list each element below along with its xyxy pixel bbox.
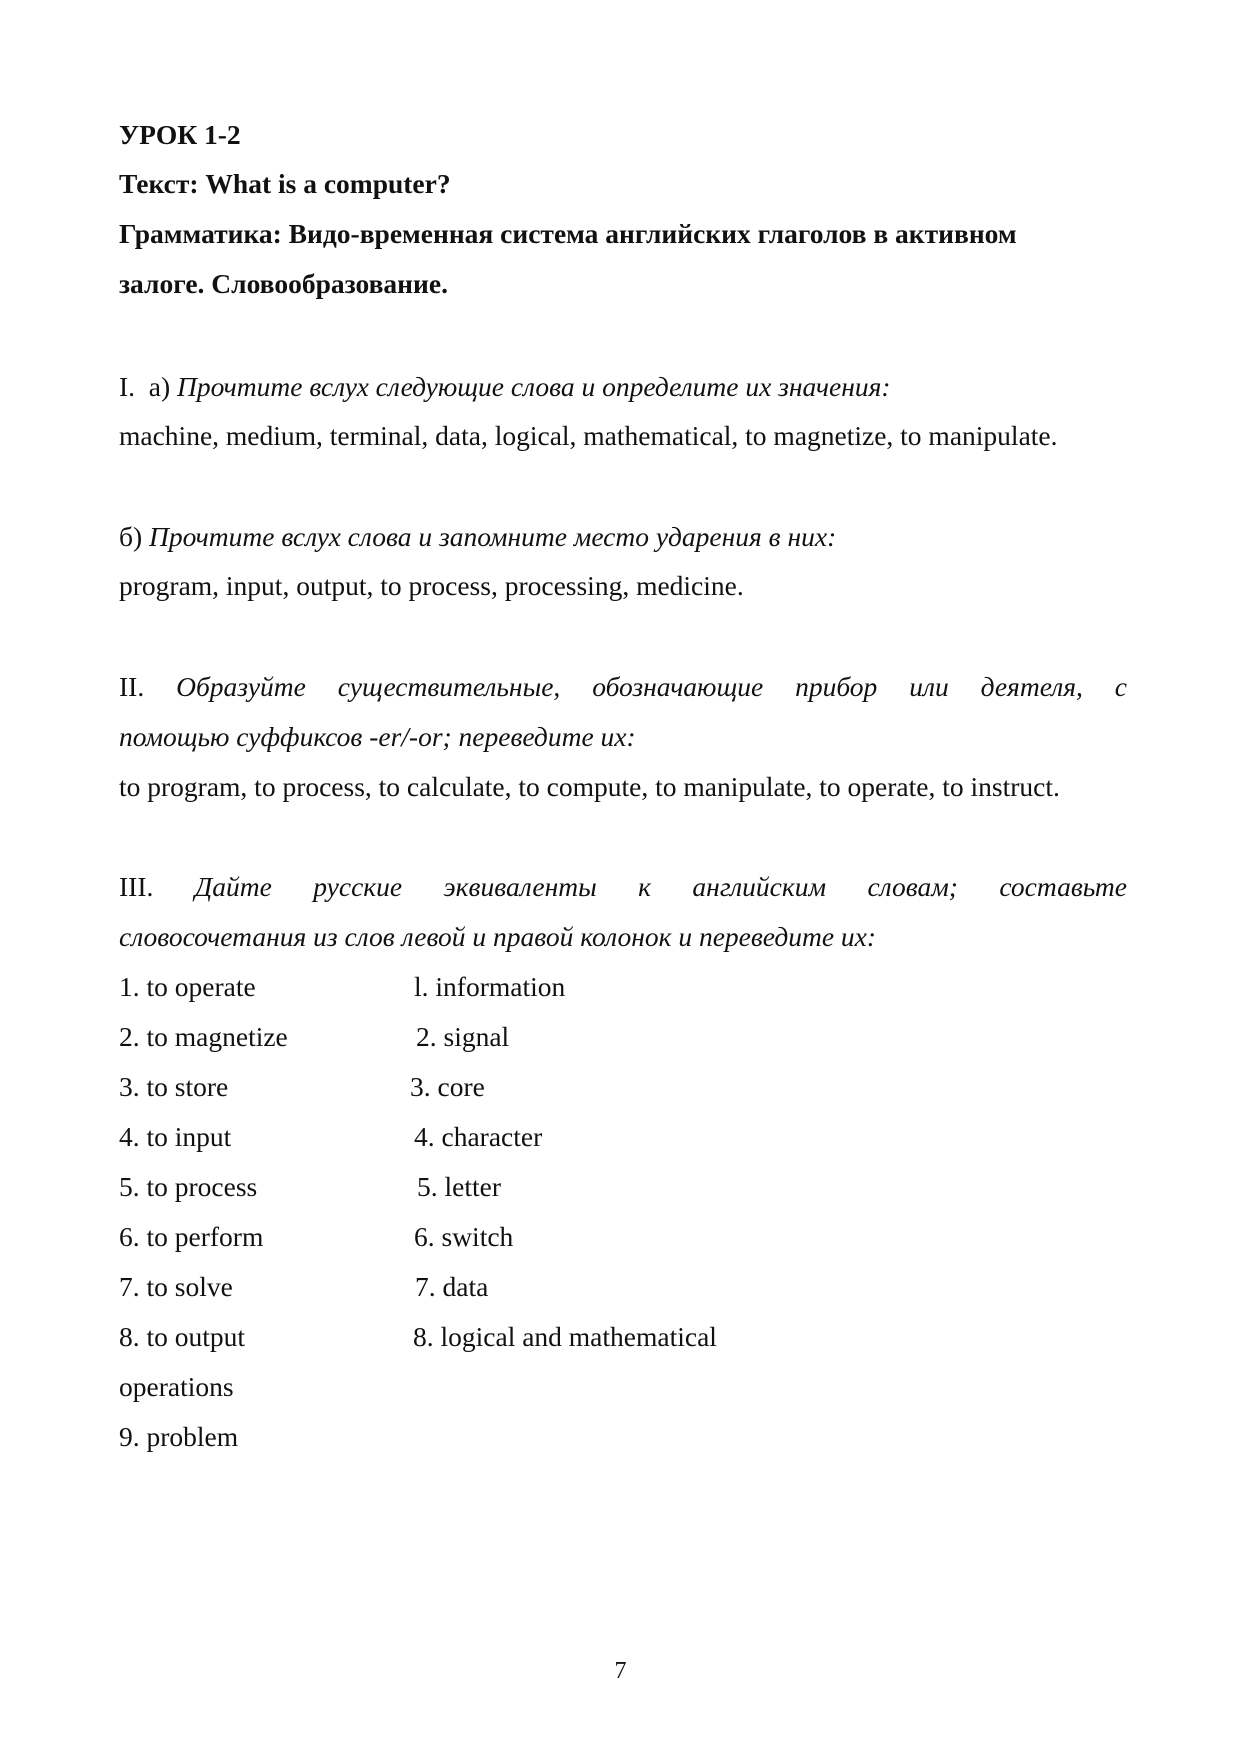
- grammar-title-line-1: Грамматика: Видо-временная система английских глаголов в активном: [119, 218, 1017, 249]
- grammar-title-line-2: залоге. Словообразование.: [119, 268, 448, 299]
- exercise-1a-instruction-text: Прочтите вслух следующие слова и определите их значения:: [177, 371, 891, 402]
- exercise-3-word: эквиваленты: [443, 871, 597, 902]
- exercise-1b-instruction-text: Прочтите вслух слова и запомните место ударения в них:: [149, 521, 837, 552]
- page-number: 7: [614, 1658, 627, 1684]
- left-column-item: 2. to magnetize: [119, 1021, 288, 1052]
- exercise-2-word: деятеля,: [980, 671, 1083, 702]
- left-column-item: 6. to perform: [119, 1221, 264, 1252]
- exercise-2-word: с: [1114, 671, 1127, 702]
- exercise-3-instruction-line-1: [119, 870, 1127, 904]
- right-column-item: 7. data: [415, 1271, 489, 1302]
- exercise-3-word: составьте: [999, 871, 1127, 902]
- right-column-item: 6. switch: [414, 1221, 514, 1252]
- left-column-item: 3. to store: [119, 1071, 229, 1102]
- right-column-item: 4. character: [414, 1121, 543, 1152]
- exercise-3-word: русские: [313, 871, 403, 902]
- exercise-3-word: словам;: [867, 871, 958, 902]
- right-column-item: l. information: [414, 971, 566, 1002]
- left-column-item: operations: [119, 1371, 234, 1402]
- left-column-item: 4. to input: [119, 1121, 232, 1152]
- right-column-item: 2. signal: [416, 1021, 510, 1052]
- exercise-2-word: прибор: [795, 671, 878, 702]
- exercise-2-word: обозначающие: [592, 671, 764, 702]
- left-column-item: 1. to operate: [119, 971, 256, 1002]
- exercise-1a-prefix: I. а): [119, 371, 178, 402]
- exercise-3-instruction-line-2: словосочетания из слов левой и правой колонок и переведите их:: [119, 921, 877, 952]
- exercise-1a-words: machine, medium, terminal, data, logical, mathematical, to magnetize, to manipulate.: [119, 420, 1058, 451]
- left-column-item: 7. to solve: [119, 1271, 233, 1302]
- exercise-2-word: или: [909, 671, 949, 702]
- left-column-item: 9. problem: [119, 1421, 239, 1452]
- exercise-1a-instruction: [119, 370, 891, 404]
- exercise-1b-words: program, input, output, to process, processing, medicine.: [119, 570, 744, 601]
- exercise-2-word: Образуйте: [176, 671, 306, 702]
- exercise-3-prefix: III.: [119, 871, 154, 902]
- exercise-2-instruction-line-1: [119, 670, 1127, 704]
- exercise-3-word: английским: [692, 871, 827, 902]
- left-column-item: 8. to output: [119, 1321, 246, 1352]
- exercise-2-words: to program, to process, to calculate, to compute, to manipulate, to operate, to instruct.: [119, 771, 1060, 802]
- exercise-2-word: существительные,: [337, 671, 561, 702]
- exercise-1b-instruction: [119, 520, 836, 554]
- right-column-item: 5. letter: [417, 1171, 501, 1202]
- right-column-item: 3. core: [410, 1071, 485, 1102]
- exercise-3-word: к: [638, 871, 651, 902]
- text-title: Текст: What is a computer?: [119, 168, 451, 199]
- lesson-title: УРОК 1-2: [119, 119, 241, 150]
- exercise-3-word: Дайте: [194, 871, 272, 902]
- left-column-item: 5. to process: [119, 1171, 258, 1202]
- exercise-2-instruction-line-2: помощью суффиксов -er/-or; переведите их:: [119, 721, 636, 752]
- exercise-2-prefix: II.: [119, 671, 145, 702]
- right-column-item: 8. logical and mathematical: [413, 1321, 717, 1352]
- exercise-1b-prefix: б): [119, 521, 150, 552]
